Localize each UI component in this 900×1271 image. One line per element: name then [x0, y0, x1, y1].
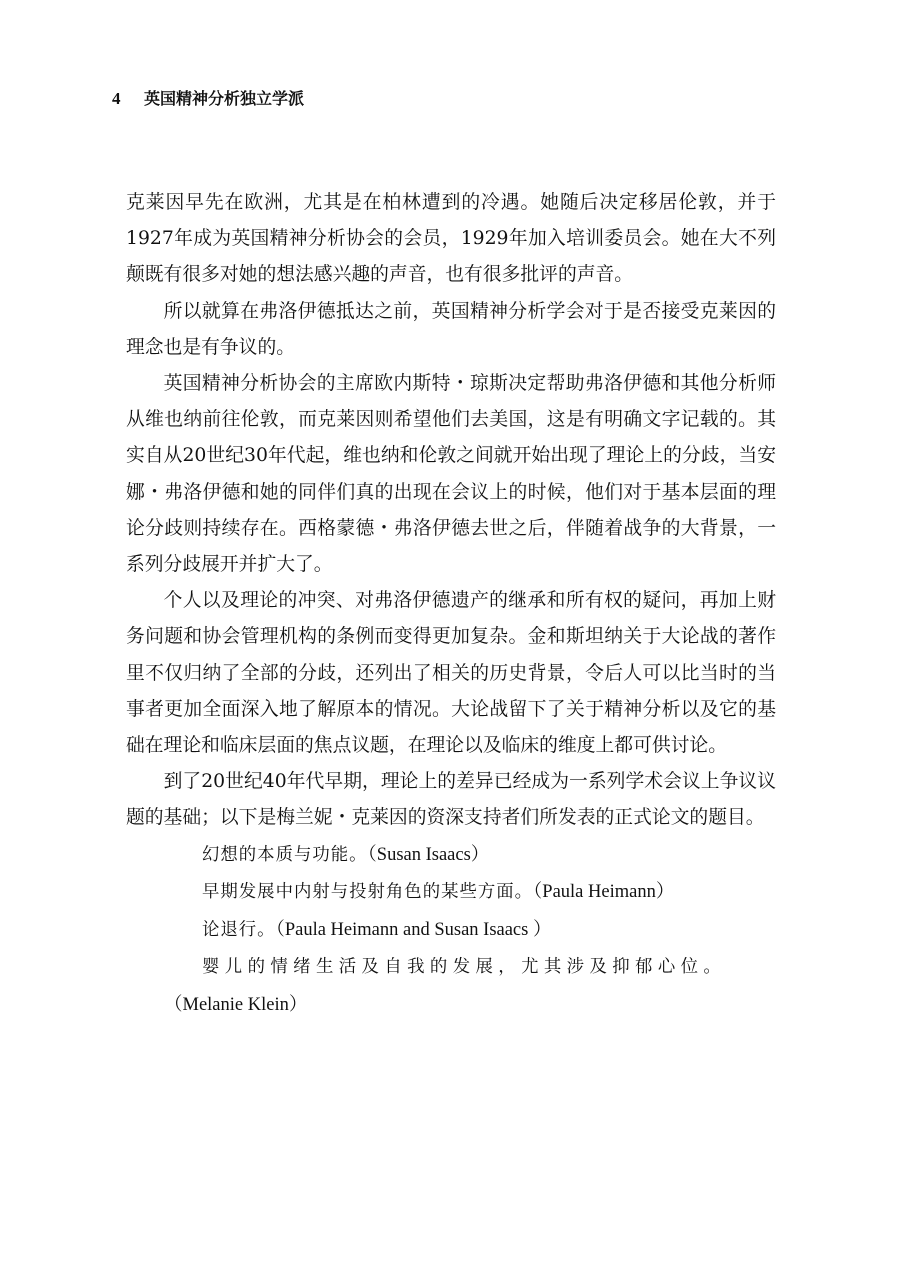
- paper-title-item: [126, 874, 776, 912]
- paper-author: （Susan Isaacs）: [367, 844, 490, 865]
- paper-author: （Melanie Klein）: [164, 994, 308, 1015]
- running-header: [112, 86, 304, 110]
- paper-author: （Paula Heimann）: [533, 882, 675, 903]
- paper-title-item: [126, 949, 776, 1024]
- paper-title: 论退行。: [202, 919, 276, 940]
- paragraph: 所以就算在弗洛伊德抵达之前，英国精神分析学会对于是否接受克莱因的理念也是有争议的。: [126, 300, 776, 358]
- page-body: [126, 185, 776, 1024]
- paragraph: 到了20世纪40年代早期，理论上的差异已经成为一系列学术会议上争议议题的基础；以下是梅兰妮・克莱因的资深支持者们所发表的正式论文的题目。: [126, 771, 776, 829]
- page-number: 4: [112, 89, 121, 108]
- paper-title-item: [126, 912, 776, 950]
- paragraph-continued: 克莱因早先在欧洲，尤其是在柏林遭到的冷遇。她随后决定移居伦敦，并于1927年成为英国精神分析协会的会员，1929年加入培训委员会。她在大不列颠既有很多对她的想法感兴趣的声音，也有很多批评的声音。: [126, 192, 776, 286]
- paragraph: 个人以及理论的冲突、对弗洛伊德遗产的继承和所有权的疑问，再加上财务问题和协会管理机构的条例而变得更加复杂。金和斯坦纳关于大论战的著作里不仅归纳了全部的分歧，还列出了相关的历史背景，令后人可以比当时的当事者更加全面深入地了解原本的情况。大论战留下了关于精神分析以及它的基础在理论和临床层面的焦点议题，在理论以及临床的维度上都可供讨论。: [126, 590, 776, 757]
- paper-title-item: [126, 837, 776, 875]
- paper-author: （Paula Heimann and Susan Isaacs ）: [275, 919, 552, 940]
- paper-title: 早期发展中内射与投射角色的某些方面。: [202, 882, 534, 903]
- paper-title: 幻想的本质与功能。: [202, 844, 368, 865]
- paper-title: 婴儿的情绪生活及自我的发展，尤其涉及抑郁心位。: [202, 957, 727, 978]
- paper-title-list: [126, 837, 776, 1025]
- paragraph: 英国精神分析协会的主席欧内斯特・琼斯决定帮助弗洛伊德和其他分析师从维也纳前往伦敦，而克莱因则希望他们去美国，这是有明确文字记载的。其实自从20世纪30年代起，维也纳和伦敦之间就开始出现了理论上的分歧，当安娜・弗洛伊德和她的同伴们真的出现在会议上的时候，他们对于基本层面的理论分歧则持续存在。西格蒙德・弗洛伊德去世之后，伴随着战争的大背景，一系列分歧展开并扩大了。: [126, 373, 776, 576]
- running-title: 英国精神分析独立学派: [144, 89, 305, 108]
